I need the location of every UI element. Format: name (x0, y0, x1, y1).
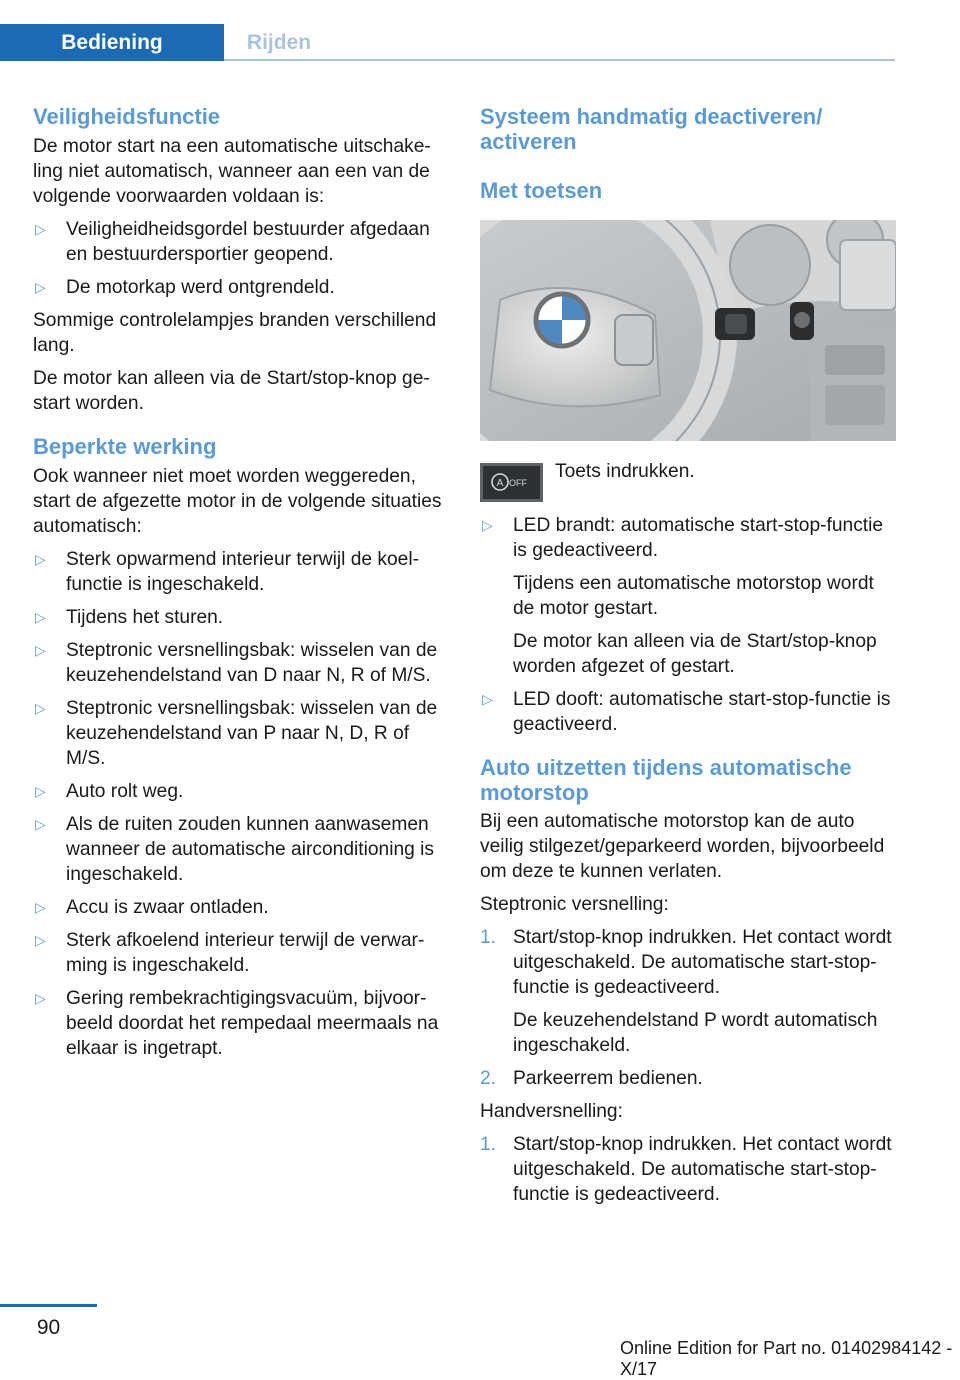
steering-wheel-illustration (480, 220, 896, 441)
list-item: ▷ Steptronic versnellingsbak: wisselen van de keuzehendelstand van D naar N, R of M/S. (35, 640, 438, 686)
heading-veiligheidsfunctie: Veiligheidsfunctie (33, 104, 221, 129)
list-item: 2. Parkeerrem bedienen. (480, 1068, 703, 1089)
list-item: 1. Start/stop-knop indrukken. Het contact wordt uitgeschakeld. De automatische start-stop-functie is gedeactiveerd. (480, 1134, 892, 1205)
list-item: ▷ Veiligheidheidsgordel bestuurder afgedaan en bestuurdersportier geopend. (35, 219, 430, 265)
auto-start-list (33, 547, 448, 1061)
bullet-triangle-icon: ▷ (35, 642, 46, 658)
paragraph-handversnelling: Handversnelling: (480, 1101, 623, 1122)
bullet-triangle-icon: ▷ (35, 221, 46, 237)
list-item: ▷ Accu is zwaar ontladen. (35, 897, 269, 918)
bullet-triangle-icon: ▷ (482, 691, 493, 707)
svg-text:A: A (496, 478, 504, 489)
start-stop-off-button-icon (480, 463, 543, 502)
bullet-triangle-icon: ▷ (35, 700, 46, 716)
paragraph-lamps: Sommige controlelampjes branden verschillend lang. (33, 310, 437, 356)
bullet-triangle-icon: ▷ (35, 551, 46, 567)
list-item: ▷ LED dooft: automatische start-stop-functie is geactiveerd. (482, 689, 891, 735)
left-column (33, 104, 448, 1061)
list-item: ▷ Gering rembekrachtigingsvacuüm, bijvoorbeeld doordat het rempedaal meermaals na elkaar is ingetrapt. (35, 988, 439, 1059)
right-column (480, 104, 896, 1207)
tab-divider (224, 59, 895, 61)
list-item: ▷ Sterk afkoelend interieur terwijl de verwarming is ingeschakeld. (35, 930, 425, 976)
bullet-triangle-icon: ▷ (35, 279, 46, 295)
tab-rijden[interactable]: Rijden (246, 31, 312, 54)
paragraph-start-only: De motor kan alleen via de Start/stop-knop gestart worden. (33, 368, 430, 414)
key-instruction-row (480, 459, 896, 509)
heading-met-toetsen: Met toetsen (480, 178, 603, 203)
safety-conditions-list (33, 217, 448, 300)
footer-rule (0, 1304, 97, 1307)
heading-systeem-handmatig: Systeem handmatig deactiveren/ activeren (480, 104, 823, 154)
list-item: ▷ Auto rolt weg. (35, 781, 184, 802)
led-status-list (480, 513, 896, 737)
paragraph-intro: De motor start na een automatische uitschakeling niet automatisch, wanneer aan een van de volgende voorwaarden voldaan is: (33, 136, 431, 207)
paragraph-motorstop: Bij een automatische motorstop kan de auto veilig stilgezet/geparkeerd worden, bijvoorbeeld om deze te kunnen verlaten. (480, 811, 885, 882)
list-item: 1. Start/stop-knop indrukken. Het contact wordt uitgeschakeld. De automatische start-stop-functie is gedeactiveerd. De keuzehendelstand P wordt automatisch ingeschakeld. (480, 927, 892, 1056)
bullet-triangle-icon: ▷ (35, 609, 46, 625)
bullet-triangle-icon: ▷ (35, 899, 46, 915)
list-item: ▷ Sterk opwarmend interieur terwijl de koelfunctie is ingeschakeld. (35, 549, 419, 595)
bullet-triangle-icon: ▷ (35, 932, 46, 948)
list-item: ▷ LED brandt: automatische start-stop-functie is gedeactiveerd. Tijdens een automatische motorstop wordt de motor gestart. De motor kan alleen via de Start/stop-knop worden afgezet of gestart. (482, 515, 884, 677)
bullet-triangle-icon: ▷ (35, 783, 46, 799)
list-item: ▷ Als de ruiten zouden kunnen aanwasemen wanneer de automatische airconditioning is ingeschakeld. (35, 814, 434, 885)
paragraph-steptronic: Steptronic versnelling: (480, 894, 669, 915)
paragraph-auto-start: Ook wanneer niet moet worden weggereden, start de afgezette motor in de volgende situaties automatisch: (33, 466, 442, 537)
edition-label: Online Edition for Part no. 01402984142 - X/17 (620, 1338, 953, 1379)
bullet-triangle-icon: ▷ (35, 990, 46, 1006)
svg-text:OFF: OFF (509, 478, 527, 488)
key-instruction-text: Toets indrukken. (555, 461, 695, 482)
tab-bediening[interactable]: Bediening (0, 24, 224, 61)
page-number: 90 (36, 1316, 61, 1339)
list-item: ▷ Tijdens het sturen. (35, 607, 224, 628)
heading-auto-uitzetten: Auto uitzetten tijdens automatische motorstop (480, 755, 852, 805)
manual-steps (480, 1132, 896, 1207)
list-item: ▷ De motorkap werd ontgrendeld. (35, 277, 335, 298)
heading-beperkte-werking: Beperkte werking (33, 434, 217, 459)
header-tabs (0, 24, 895, 61)
list-item: ▷ Steptronic versnellingsbak: wisselen van de keuzehendelstand van P naar N, D, R of M/S. (35, 698, 438, 769)
bullet-triangle-icon: ▷ (482, 517, 493, 533)
bullet-triangle-icon: ▷ (35, 816, 46, 832)
steptronic-steps (480, 925, 896, 1091)
